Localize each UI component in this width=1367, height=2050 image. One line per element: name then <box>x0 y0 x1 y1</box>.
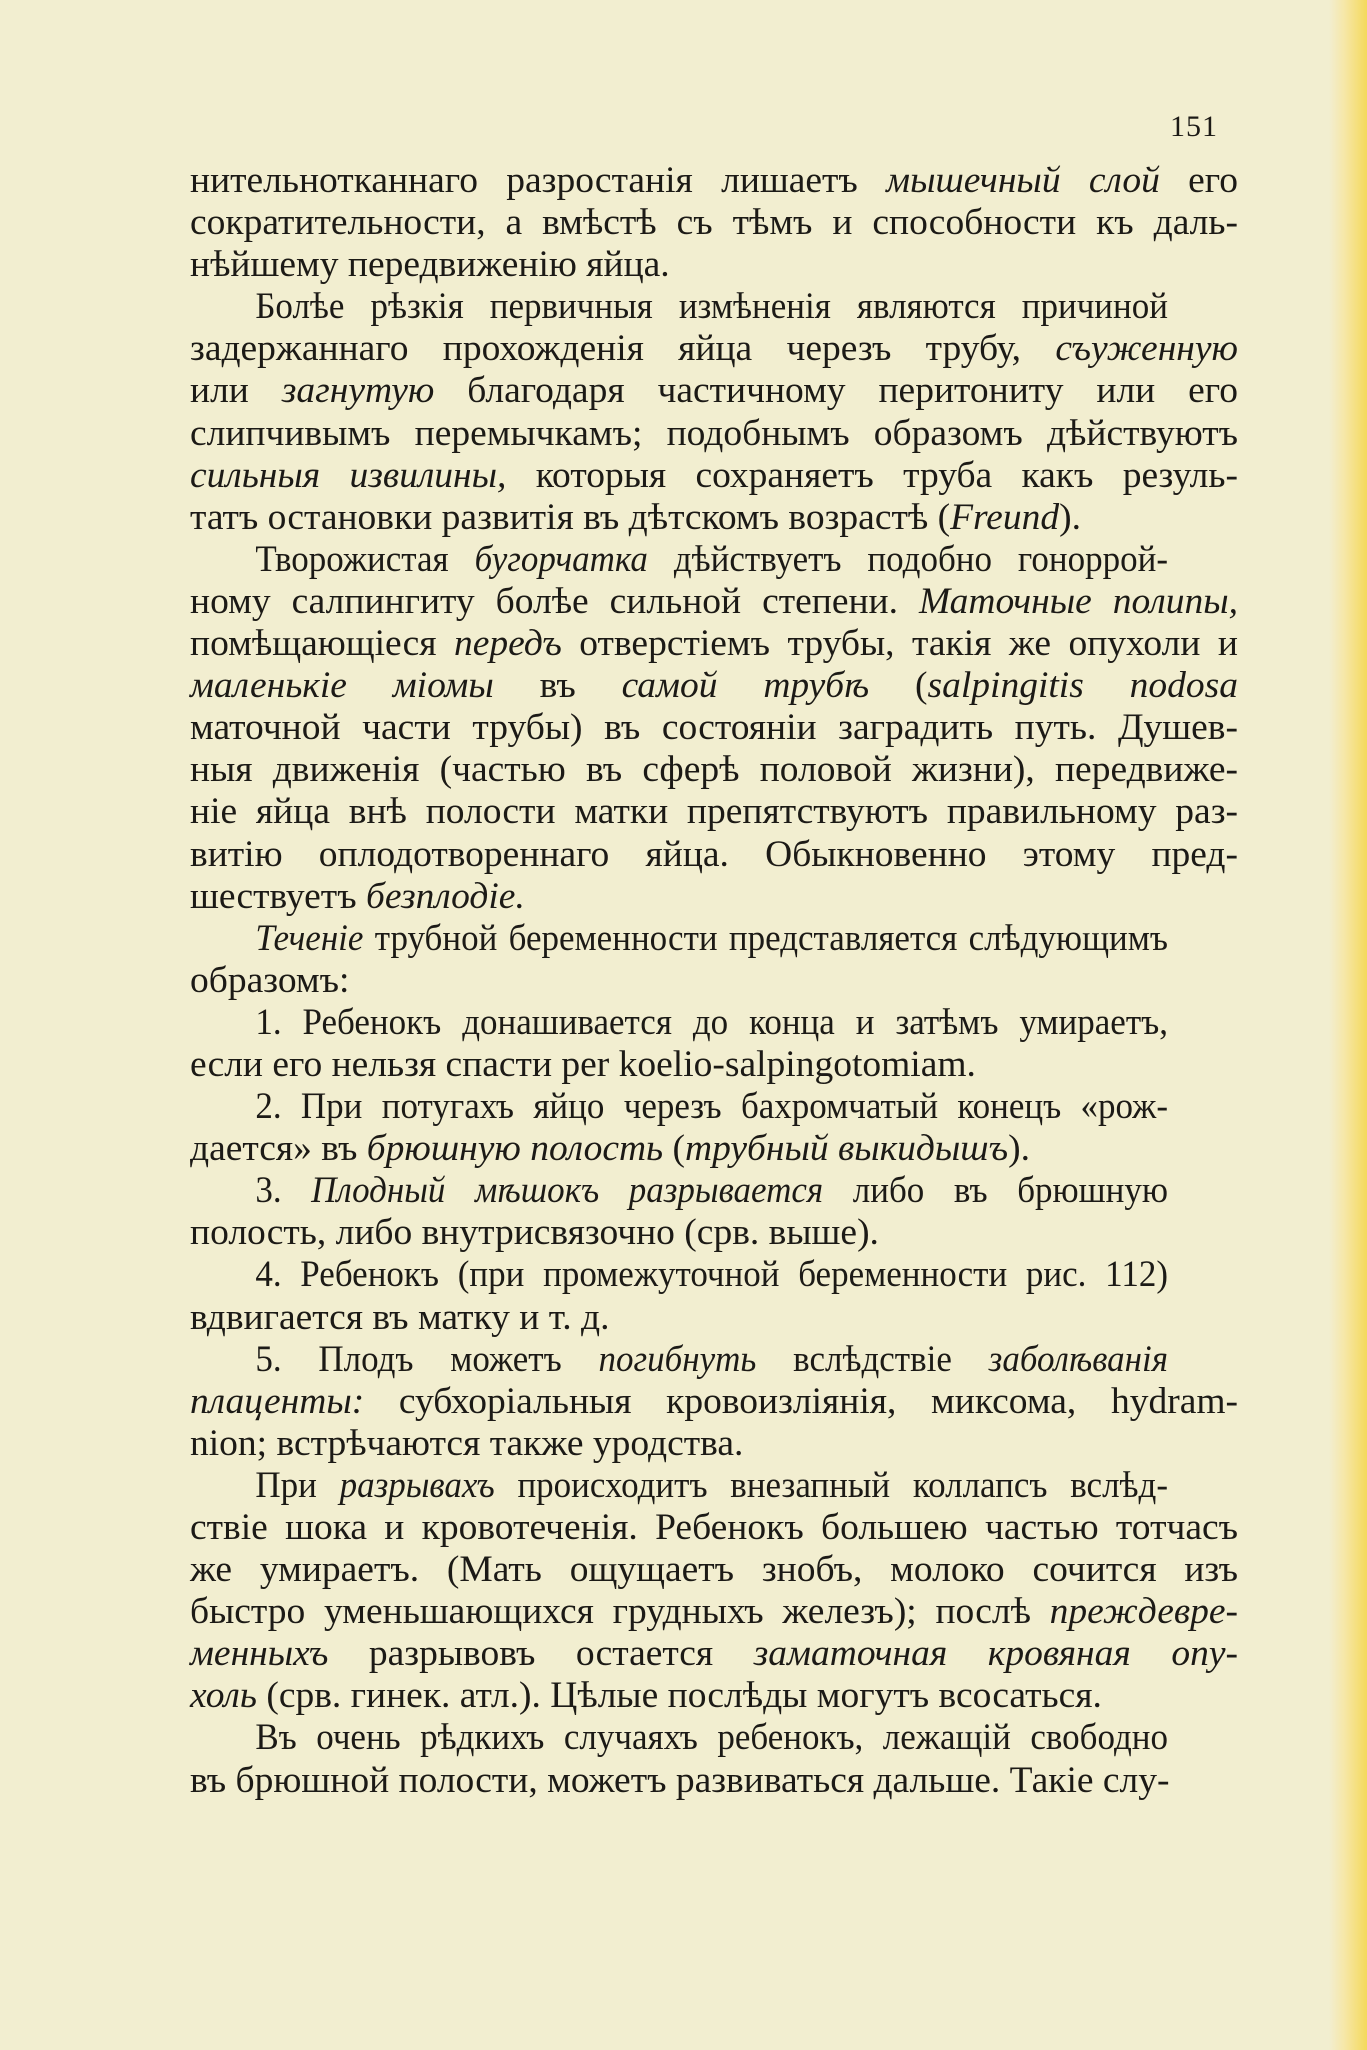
italic-term: мышечный слой <box>886 160 1160 201</box>
text-segment: Въ очень рѣдкихъ случаяхъ ребенокъ, лежащій свободно <box>255 1717 1168 1759</box>
text-segment: ствіе шока и кровотеченія. Ребенокъ большею частью тотчасъ <box>190 1507 1238 1548</box>
text-segment: При <box>255 1464 340 1506</box>
text-segment: ныя движенія (частью въ сферѣ половой жизни), передвиже- <box>190 749 1238 791</box>
text-line <box>190 1381 1238 1423</box>
text-segment: шествуетъ <box>190 875 366 917</box>
text-segment: же умираетъ. (Мать ощущаетъ знобъ, молоко сочится изъ <box>190 1549 1238 1591</box>
text-segment: въ брюшной полости, можетъ развиваться дальше. Такіе слу- <box>190 1759 1170 1801</box>
text-segment: въ <box>493 665 622 707</box>
text-segment: полость, либо внутрисвязочно (срв. выше). <box>190 1212 879 1254</box>
paragraph-p5 <box>190 1002 1238 1086</box>
page-number: 151 <box>1170 110 1218 143</box>
text-line <box>190 1591 1238 1633</box>
text-segment: которыя сохраняетъ труба какъ резуль- <box>506 454 1238 496</box>
text-segment: 5. Плодъ можетъ <box>255 1338 599 1380</box>
italic-term: передъ <box>454 623 562 665</box>
text-segment: помѣщающіеся <box>190 623 454 665</box>
text-segment: дѣйствуетъ подобно гоноррой- <box>647 538 1169 580</box>
text-line <box>190 497 1238 539</box>
text-line <box>190 1086 1168 1128</box>
text-segment: nion; встрѣчаются также уродства. <box>190 1422 744 1464</box>
italic-term: трубный выкидышъ <box>685 1128 1009 1170</box>
italic-term: заматочная кровяная опу- <box>753 1633 1238 1675</box>
text-segment: разрывовъ остается <box>328 1633 754 1675</box>
paragraph-p6 <box>190 1086 1238 1170</box>
paragraph-p3 <box>190 539 1238 918</box>
italic-term: salpingitis nodosa <box>927 665 1239 707</box>
text-line <box>190 1717 1168 1759</box>
italic-term: сильныя извилины, <box>190 454 507 496</box>
italic-term: съуженную <box>1055 328 1238 370</box>
text-segment: благодаря частичному перитониту или его <box>434 370 1238 412</box>
text-segment: отверстіемъ трубы, такія же опухоли и <box>561 623 1238 665</box>
text-line <box>190 1423 1238 1465</box>
text-line <box>190 1044 1238 1086</box>
text-segment: образомъ: <box>190 959 350 1001</box>
italic-term: заболѣванія <box>988 1338 1168 1380</box>
text-segment: ніе яйца внѣ полости матки препятствуютъ правильному раз- <box>190 791 1238 833</box>
text-segment: ). <box>1059 496 1081 538</box>
text-line <box>190 1128 1238 1170</box>
page-edge-tint <box>1329 0 1367 2050</box>
text-line <box>190 1339 1168 1381</box>
text-segment: сократительности, а вмѣстѣ съ тѣмъ и способности къ даль- <box>190 202 1238 244</box>
text-line <box>190 1002 1168 1044</box>
text-segment: дается» въ <box>190 1128 367 1170</box>
text-line <box>190 1465 1168 1507</box>
text-line <box>190 1254 1168 1296</box>
italic-term: самой трубѣ <box>621 665 870 707</box>
text-segment: его <box>1159 160 1238 201</box>
text-segment: если его нельзя спасти per koelio-salpingotomiam. <box>190 1043 976 1085</box>
text-segment: 3. <box>255 1170 312 1212</box>
text-segment: 1. Ребенокъ донашивается до конца и затѣмъ умираетъ, <box>255 1001 1168 1043</box>
italic-term: Freund <box>950 496 1060 538</box>
paragraph-p10 <box>190 1465 1238 1718</box>
italic-term: разрывахъ <box>339 1464 495 1506</box>
italic-term: загнутую <box>281 370 435 412</box>
text-segment: субхоріальныя кровоизліянія, миксома, hydram- <box>364 1380 1238 1422</box>
text-segment: 4. Ребенокъ (при промежуточной беременности рис. 112) <box>255 1254 1168 1296</box>
text-segment: 2. При потугахъ яйцо черезъ бахромчатый конецъ «рож- <box>255 1086 1168 1128</box>
text-line <box>190 286 1168 328</box>
text-segment: вдвигается въ матку и т. д. <box>190 1296 610 1338</box>
text-segment: нительнотканнаго разростанія лишаетъ <box>190 160 887 201</box>
text-line <box>190 665 1238 707</box>
text-segment: ному салпингиту болѣе сильной степени. <box>190 580 919 622</box>
text-line <box>190 413 1238 455</box>
italic-term: маленькіе міомы <box>190 665 494 707</box>
text-line <box>190 834 1238 876</box>
italic-term: Плодный мѣшокъ разрывается <box>311 1170 824 1212</box>
text-line <box>190 791 1238 833</box>
text-line <box>190 1675 1238 1717</box>
text-segment: (срв. гинек. атл.). Цѣлые послѣды могутъ всосаться. <box>256 1675 1102 1717</box>
italic-term: безплодіе. <box>365 875 525 917</box>
text-line <box>190 1760 1238 1802</box>
body-text <box>190 160 1238 1802</box>
paragraph-p1 <box>190 160 1238 286</box>
italic-term: плаценты: <box>190 1380 365 1422</box>
text-line <box>190 749 1238 791</box>
text-line <box>190 918 1168 960</box>
paragraph-p2 <box>190 286 1238 539</box>
text-segment: ( <box>869 665 928 707</box>
paragraph-p9 <box>190 1339 1238 1465</box>
text-segment: Творожистая <box>255 538 475 580</box>
paragraph-p8 <box>190 1254 1238 1338</box>
text-line <box>190 623 1238 665</box>
text-segment: происходитъ внезапный коллапсъ вслѣд- <box>494 1464 1168 1506</box>
text-line <box>190 1297 1238 1339</box>
text-line <box>190 1507 1238 1549</box>
text-segment: или <box>190 370 282 412</box>
italic-term: преждевре- <box>1049 1591 1238 1633</box>
text-segment: вслѣдствіе <box>756 1338 989 1380</box>
italic-term: погибнуть <box>598 1338 757 1380</box>
text-line <box>190 876 1238 918</box>
text-line <box>190 202 1238 244</box>
text-segment: маточной части трубы) въ состояніи заградить путь. Душев- <box>190 707 1238 749</box>
text-line <box>190 960 1238 1002</box>
text-line <box>190 707 1238 749</box>
text-segment: либо въ брюшную <box>823 1170 1168 1212</box>
text-segment: ( <box>663 1128 685 1170</box>
text-line <box>190 539 1168 581</box>
text-segment: трубной беременности представляется слѣдующимъ <box>363 917 1168 959</box>
paragraph-p11 <box>190 1717 1238 1801</box>
italic-term: менныхъ <box>190 1633 329 1675</box>
text-line <box>190 455 1238 497</box>
paragraph-p4 <box>190 918 1238 1002</box>
text-line <box>190 1549 1238 1591</box>
text-line <box>190 1212 1238 1254</box>
text-line <box>190 1633 1238 1675</box>
italic-term: Теченіе <box>255 917 364 959</box>
text-segment: ). <box>1008 1128 1030 1170</box>
italic-term: брюшную полость <box>366 1128 664 1170</box>
italic-term: холь <box>190 1675 257 1717</box>
text-segment: быстро уменьшающихся грудныхъ железъ); послѣ <box>190 1591 1050 1633</box>
text-segment: Болѣе рѣзкія первичныя измѣненія являются причиной <box>255 286 1168 328</box>
text-segment: слипчивымъ перемычкамъ; подобнымъ образомъ дѣйствуютъ <box>190 412 1238 454</box>
italic-term: бугорчатка <box>474 538 648 580</box>
text-segment: витію оплодотвореннаго яйца. Обыкновенно этому пред- <box>190 833 1238 875</box>
text-segment: татъ остановки развитія въ дѣтскомъ возрастѣ ( <box>190 496 951 538</box>
text-segment: задержаннаго прохожденія яйца черезъ трубу, <box>190 328 1056 370</box>
text-line <box>190 581 1238 623</box>
text-line <box>190 160 1238 202</box>
text-line <box>190 1170 1168 1212</box>
text-line <box>190 370 1238 412</box>
italic-term: Маточные полипы, <box>918 580 1238 622</box>
text-segment: нѣйшему передвиженію яйца. <box>190 244 670 286</box>
text-line <box>190 328 1238 370</box>
text-line <box>190 244 1238 286</box>
paragraph-p7 <box>190 1170 1238 1254</box>
